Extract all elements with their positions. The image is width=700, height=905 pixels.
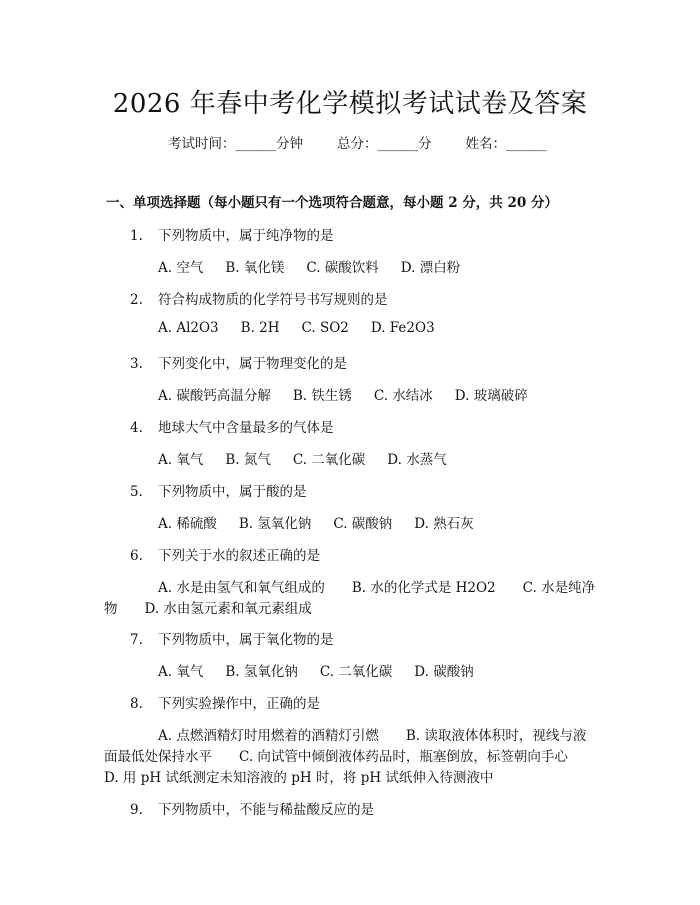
option: D. 熟石灰 — [414, 516, 474, 532]
question-stem: 1. 下列物质中，属于纯净物的是 — [130, 228, 334, 244]
question-stem: 8. 下列实验操作中，正确的是 — [130, 696, 320, 712]
option: B. 2H — [240, 320, 280, 336]
student-name-field: 姓名：______ — [465, 136, 547, 152]
question-stem: 7. 下列物质中，属于氧化物的是 — [130, 632, 334, 648]
question-options-line: A. 点燃酒精灯时用燃着的酒精灯引燃 B. 读取液体体积时，视线与液 — [158, 728, 587, 744]
question-options — [158, 384, 550, 404]
total-score-field: 总分：______分 — [337, 136, 432, 152]
question-stem: 5. 下列物质中，属于酸的是 — [130, 484, 307, 500]
option: C. SO2 — [301, 320, 349, 336]
option: A. Al2O3 — [158, 320, 219, 336]
option: D. 碳酸钠 — [414, 664, 474, 680]
option: A. 氧气 — [158, 452, 204, 468]
option: D. 漂白粉 — [400, 260, 461, 276]
option: C. 碳酸钠 — [333, 516, 393, 532]
option: B. 氧化镁 — [225, 260, 285, 276]
exam-time-field: 考试时间：______分钟 — [168, 136, 303, 152]
option: C. 碳酸饮料 — [306, 260, 379, 276]
question-options — [158, 256, 482, 276]
option: A. 稀硫酸 — [158, 516, 217, 532]
option: D. 玻璃破碎 — [454, 388, 528, 404]
option: B. 铁生锈 — [292, 388, 352, 404]
option: B. 氢氧化钠 — [238, 516, 312, 532]
question-options — [158, 512, 496, 532]
option: A. 碳酸钙高温分解 — [158, 388, 271, 404]
question-options — [158, 660, 496, 680]
option: C. 二氧化碳 — [292, 452, 366, 468]
question-stem: 6. 下列关于水的叙述正确的是 — [130, 548, 320, 564]
question-options-line: 面最低处保持水平 C. 向试管中倾倒液体药品时，瓶塞倒放，标签朝向手心 — [104, 749, 568, 765]
question-options — [158, 320, 457, 336]
question-options-line: 物 D. 水由氢元素和氧元素组成 — [104, 601, 312, 617]
option: D. 水蒸气 — [387, 452, 447, 468]
option: B. 氮气 — [225, 452, 271, 468]
question-options-line: D. 用 pH 试纸测定未知溶液的 pH 时，将 pH 试纸伸入待测液中 — [104, 770, 494, 786]
section-heading: 一、单项选择题（每小题只有一个选项符合题意，每小题 2 分，共 20 分） — [106, 195, 558, 211]
question-stem: 3. 下列变化中，属于物理变化的是 — [130, 356, 347, 372]
option: A. 空气 — [158, 260, 204, 276]
option: D. Fe2O3 — [370, 320, 435, 336]
page-title: 2026 年春中考化学模拟考试试卷及答案 — [112, 89, 588, 119]
option: B. 氢氧化钠 — [225, 664, 298, 680]
question-options-line: A. 水是由氢气和氧气组成的 B. 水的化学式是 H2O2 C. 水是纯净 — [158, 580, 596, 596]
question-stem: 4. 地球大气中含量最多的气体是 — [130, 420, 334, 436]
option: A. 氧气 — [158, 664, 204, 680]
option: C. 二氧化碳 — [319, 664, 393, 680]
option: C. 水结冰 — [373, 388, 433, 404]
exam-info-line — [168, 132, 547, 152]
question-stem: 9. 下列物质中，不能与稀盐酸反应的是 — [130, 802, 374, 818]
question-options — [158, 448, 469, 468]
question-stem: 2. 符合构成物质的化学符号书写规则的是 — [130, 292, 388, 308]
